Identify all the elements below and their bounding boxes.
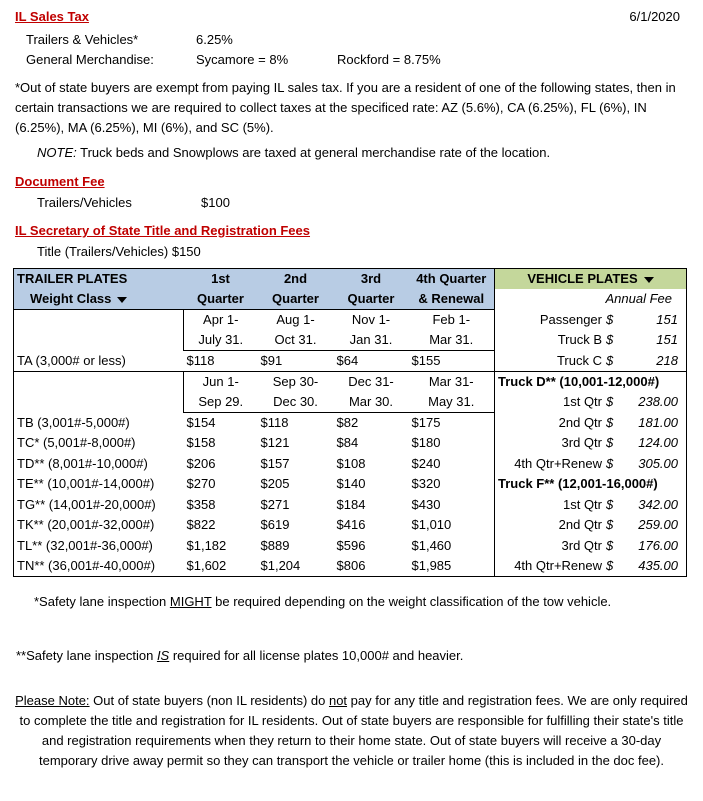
period1-q2-end: Oct 31. [258, 330, 334, 351]
weight-class-label: TE** (10,001#-14,000#) [14, 474, 184, 495]
vehicle-dollar: $ [606, 352, 614, 368]
vehicle-dollar: $ [606, 558, 614, 573]
fee-cell: $619 [260, 517, 290, 533]
period1-q1-start: Apr 1- [184, 310, 258, 331]
vehicle-row [495, 556, 687, 577]
document-fee-heading: Document Fee [15, 174, 105, 189]
vehicle-fee: 176.00 [638, 537, 678, 553]
weight-class-label: TG** (14,001#-20,000#) [14, 495, 184, 516]
safety1-pre: *Safety lane inspection [34, 594, 170, 609]
q4-header-bottom: & Renewal [409, 289, 495, 310]
fee-cell: $270 [186, 476, 216, 492]
fee-cell: $889 [260, 537, 290, 553]
vehicle-label: Passenger [539, 311, 602, 327]
weight-class-label: TA (3,000# or less) [14, 351, 184, 372]
vehicle-dollar: $ [606, 332, 614, 348]
vehicle-row [495, 454, 687, 475]
vehicle-row [495, 330, 687, 351]
fee-cell: $154 [186, 415, 216, 430]
period2-q1-start: Jun 1- [184, 372, 258, 393]
fee-cell: $82 [336, 415, 359, 430]
vehicle-dollar: $ [606, 455, 614, 471]
safety2-emphasis: IS [156, 648, 170, 663]
rockford-rate: Rockford = 8.75% [337, 52, 441, 67]
fee-cell: $320 [409, 474, 495, 495]
vehicle-label: Truck C [556, 352, 602, 368]
vehicle-row [495, 495, 687, 516]
please-note-label: Please Note: [15, 693, 90, 708]
fee-cell: $118 [184, 351, 258, 372]
vehicle-fee: 305.00 [638, 455, 678, 471]
period2-q3-end: Mar 30. [334, 392, 409, 413]
q4-header-top: 4th Quarter [409, 269, 495, 290]
fee-cell: $180 [409, 433, 495, 454]
fee-cell: $91 [258, 351, 334, 372]
truck-f-title: Truck F** (12,001-16,000#) [495, 474, 687, 495]
vehicle-fee: 435.00 [638, 558, 678, 573]
fee-cell: $822 [186, 517, 216, 533]
fee-cell: $155 [409, 351, 495, 372]
trailer-plates-header: TRAILER PLATES [14, 269, 184, 290]
period1-q2-start: Aug 1- [276, 312, 315, 327]
q2-header-top: 2nd [258, 269, 334, 290]
vehicle-fee: 342.00 [638, 496, 678, 512]
vehicle-label: 1st Qtr [562, 394, 602, 410]
out-of-state-tax-note: *Out of state buyers are exempt from paying IL sales tax. If you are a resident of one of the following states, then in certain transactions we are required to collect taxes at the specificed rate: AZ (5.6%), CA (6.25%), FL (6%), IN (6.25%), MA (6.25%), MI (6%), and SC (5%). [15, 80, 676, 135]
fee-cell: $430 [409, 495, 495, 516]
vehicle-label: 2nd Qtr [558, 517, 602, 533]
period1-q3-start: Nov 1- [351, 312, 391, 327]
fee-cell: $157 [260, 455, 290, 471]
vehicle-fee: 124.00 [638, 435, 678, 451]
period2-q2-end: Dec 30. [258, 392, 334, 413]
title-fee-line: Title (Trailers/Vehicles) $150 [37, 244, 201, 259]
note-label: NOTE: [37, 145, 77, 160]
weight-class-label: TK** (20,001#-32,000#) [14, 515, 184, 536]
vehicle-fee: 151 [656, 311, 678, 327]
safety1-post: be required depending on the weight classification of the tow vehicle. [211, 594, 612, 609]
vehicle-plates-header[interactable] [495, 269, 687, 290]
trailers-vehicles-rate: 6.25% [196, 32, 233, 47]
fee-cell: $175 [409, 413, 495, 434]
document-fee-label: Trailers/Vehicles [37, 195, 132, 210]
fee-cell: $1,204 [258, 556, 334, 577]
safety2-pre: **Safety lane inspection [16, 648, 157, 663]
fee-cell: $118 [260, 415, 289, 430]
fee-cell: $358 [186, 496, 216, 512]
sycamore-rate: Sycamore = 8% [196, 52, 289, 67]
vehicle-fee: 181.00 [638, 414, 678, 430]
vehicle-label: Truck B [557, 332, 602, 348]
q2-header-bottom: Quarter [258, 289, 334, 310]
please-note-paragraph [14, 691, 689, 771]
safety2-post: required for all license plates 10,000# and heavier. [169, 648, 464, 663]
period1-q4-end: Mar 31. [409, 330, 495, 351]
vehicle-row [495, 433, 687, 454]
q3-header-bottom: Quarter [334, 289, 409, 310]
vehicle-dollar: $ [606, 435, 614, 451]
date: 6/1/2020 [629, 9, 680, 24]
dropdown-arrow-icon[interactable] [644, 277, 654, 283]
weight-class-label: TD** (8,001#-10,000#) [14, 454, 184, 475]
vehicle-label: 3rd Qtr [561, 435, 602, 451]
plates-fee-table [13, 268, 687, 577]
fee-cell: $64 [334, 351, 409, 372]
vehicle-fee: 151 [656, 332, 678, 348]
period2-q3-start: Dec 31- [348, 374, 394, 389]
fee-cell: $1,460 [409, 536, 495, 557]
safety-inspection-note-1 [34, 594, 611, 609]
period1-q3-end: Jan 31. [334, 330, 409, 351]
vehicle-fee: 238.00 [638, 394, 678, 410]
safety-inspection-note-2 [16, 648, 463, 663]
weight-class-label: TB (3,001#-5,000#) [14, 413, 184, 434]
fee-cell: $108 [336, 455, 366, 471]
vehicle-dollar: $ [606, 311, 614, 327]
fee-cell: $240 [409, 454, 495, 475]
weight-class-label: TN** (36,001#-40,000#) [14, 556, 184, 577]
vehicle-dollar: $ [606, 414, 614, 430]
fee-cell: $84 [336, 435, 359, 451]
please-note-part-a: Out of state buyers (non IL residents) do [89, 693, 329, 708]
period2-q1-end: Sep 29. [184, 392, 258, 413]
fee-cell: $206 [186, 455, 216, 471]
period2-q4-end: May 31. [409, 392, 495, 413]
vehicle-fee: 218 [656, 352, 678, 368]
sales-tax-heading: IL Sales Tax [15, 9, 89, 24]
vehicle-dollar: $ [606, 394, 614, 410]
fee-cell: $121 [260, 435, 290, 451]
fee-cell: $271 [260, 496, 290, 512]
truck-d-title: Truck D** (10,001-12,000#) [495, 372, 687, 393]
note-text: Truck beds and Snowplows are taxed at general merchandise rate of the location. [76, 145, 551, 160]
general-merch-label: General Merchandise: [26, 52, 154, 67]
please-note-not: not [328, 693, 348, 708]
fee-cell: $205 [260, 476, 290, 492]
fee-cell: $1,602 [184, 556, 258, 577]
weight-class-label: TL** (32,001#-36,000#) [14, 536, 184, 557]
period1-q1-end: July 31. [184, 330, 258, 351]
document-fee-value: $100 [201, 195, 230, 210]
q3-header-top: 3rd [334, 269, 409, 290]
dropdown-arrow-icon[interactable] [117, 297, 127, 303]
fee-cell: $1,010 [409, 515, 495, 536]
vehicle-dollar: $ [606, 517, 614, 533]
truck-beds-note [37, 145, 550, 160]
vehicle-row [495, 536, 687, 557]
weight-class-header[interactable] [14, 289, 184, 310]
vehicle-dollar: $ [606, 537, 614, 553]
vehicle-row [495, 310, 687, 331]
title-fees-heading: IL Secretary of State Title and Registration Fees [15, 223, 311, 238]
fee-cell: $158 [186, 435, 216, 451]
fee-cell: $1,182 [186, 537, 227, 553]
period1-q4-start: Feb 1- [409, 310, 495, 331]
vehicle-dollar: $ [606, 496, 614, 512]
weight-class-label: TC* (5,001#-8,000#) [14, 433, 184, 454]
vehicle-row [495, 413, 687, 434]
trailers-vehicles-label: Trailers & Vehicles* [26, 32, 139, 47]
fee-cell: $140 [336, 476, 366, 492]
please-note-part-b: pay for any title and registration fees. We are only required to complete the title and registration for IL residents. Out of state buyers are responsible for fulfilling their state's title and registration requirements when they return to their home state. Out of state buyers will receive a 30-day temporary drive away permit so they can transport the vehicle or trailer home (this is included in the doc fee). [19, 693, 688, 768]
period2-q2-start: Sep 30- [272, 374, 319, 389]
fee-cell: $184 [336, 496, 366, 512]
vehicle-label: 4th Qtr+Renew [514, 558, 602, 573]
vehicle-label: 1st Qtr [562, 496, 602, 512]
vehicle-label: 3rd Qtr [561, 537, 602, 553]
weight-class-label: Weight Class [30, 291, 112, 306]
q1-header-top: 1st [184, 269, 258, 290]
period2-q4-start: Mar 31- [409, 372, 495, 393]
vehicle-plates-label: VEHICLE PLATES [527, 271, 638, 286]
safety1-emphasis: MIGHT [169, 594, 212, 609]
vehicle-row [495, 392, 687, 413]
fee-cell: $596 [336, 537, 366, 553]
fee-cell: $1,985 [409, 556, 495, 577]
vehicle-row [495, 351, 687, 372]
vehicle-label: 4th Qtr+Renew [514, 455, 602, 471]
vehicle-fee: 259.00 [638, 517, 678, 533]
fee-cell: $416 [336, 517, 366, 533]
fee-cell: $806 [334, 556, 409, 577]
vehicle-label: 2nd Qtr [558, 414, 602, 430]
q1-header-bottom: Quarter [184, 289, 258, 310]
vehicle-row [495, 515, 687, 536]
annual-fee-header: Annual Fee [495, 289, 687, 310]
